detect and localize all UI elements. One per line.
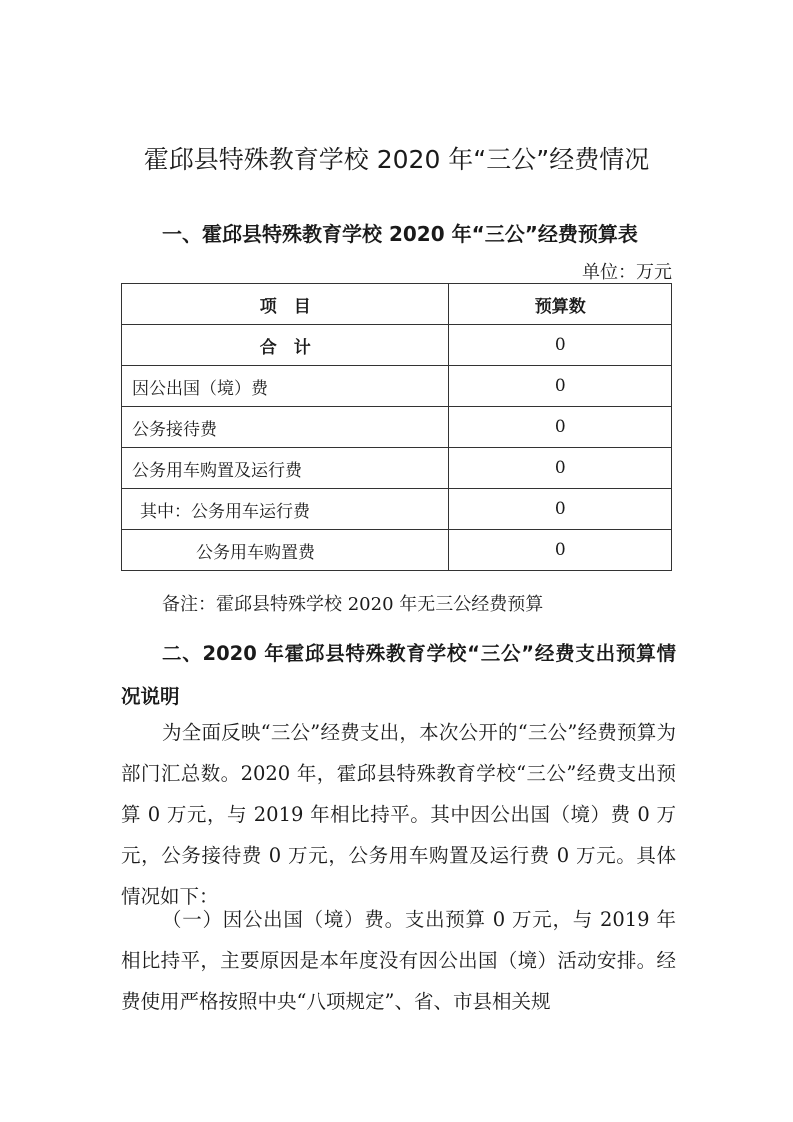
row-label: 因公出国（境）费: [122, 366, 449, 407]
row-label: 公务用车购置费: [122, 530, 449, 571]
unit-label: 单位：万元: [582, 262, 672, 283]
paragraph-2: （一）因公出国（境）费。支出预算 0 万元，与 2019 年相比持平，主要原因是本年度没有因公出国（境）活动安排。经费使用严格按照中央“八项规定”、省、市县相关规: [121, 908, 676, 1013]
row-value: 0: [449, 489, 672, 530]
row-label: 其中：公务用车运行费: [122, 489, 449, 530]
row-value: 0: [449, 530, 672, 571]
section-1-heading: 一、霍邱县特殊教育学校 2020 年“三公”经费预算表: [162, 222, 638, 246]
paragraph-1: 为全面反映“三公”经费支出，本次公开的“三公”经费预算为部门汇总数。2020 年，霍邱县特殊教育学校“三公”经费支出预算 0 万元，与 2019 年相比持平。其中因公出国（境）费 0 万元，公务接待费 0 万元，公务用车购置及运行费 0 万元。具体情况如下：: [121, 721, 676, 908]
row-label: 公务用车购置及运行费: [122, 448, 449, 489]
row-label: 公务接待费: [122, 407, 449, 448]
table-row: [122, 366, 672, 407]
table-row: [122, 530, 672, 571]
row-value: 0: [449, 448, 672, 489]
table-row-total: [122, 325, 672, 366]
budget-table: [121, 283, 672, 571]
total-value: 0: [449, 325, 672, 366]
row-value: 0: [449, 366, 672, 407]
table-note: 备注：霍邱县特殊学校 2020 年无三公经费预算: [162, 594, 544, 615]
header-budget: 预算数: [449, 284, 672, 325]
document-title: 霍邱县特殊教育学校 2020 年“三公”经费情况: [143, 145, 650, 174]
table-header-row: [122, 284, 672, 325]
row-value: 0: [449, 407, 672, 448]
table-row: [122, 407, 672, 448]
total-label: 合 计: [122, 325, 449, 366]
section-2-heading: 二、2020 年霍邱县特殊教育学校“三公”经费支出预算情况说明: [121, 642, 676, 708]
header-item: 项 目: [122, 284, 449, 325]
table-row: [122, 448, 672, 489]
table-row: [122, 489, 672, 530]
